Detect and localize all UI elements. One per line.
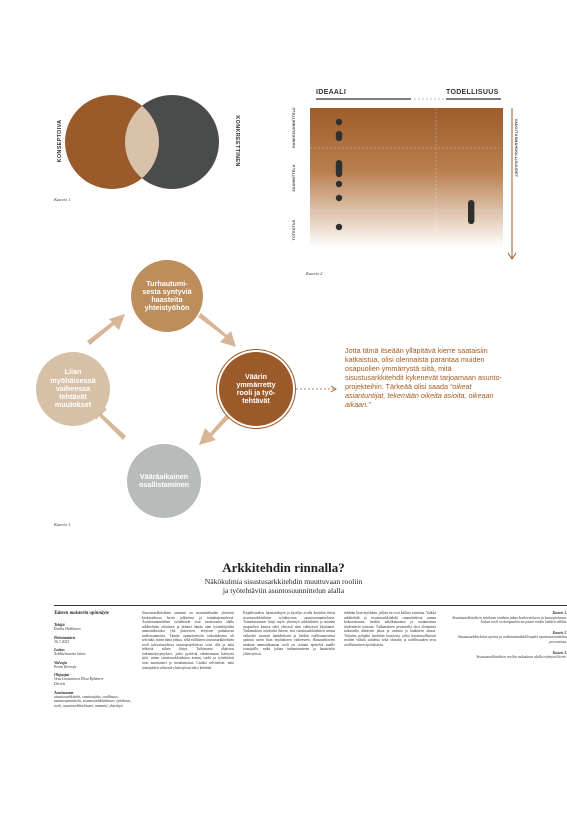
ideal-marker [336,119,342,125]
reality-heading: TODELLISUUS [446,89,499,96]
meta-label: Laitos [54,647,65,653]
body-column-1: Sisustusarkkitehtien ammatti on suunnittelualan yleisessä keskustelussa hyvin julkisessa ja toimittajamielessä. Asuntosuunnittelun työtehtävät ovat moniosaisia alalla arkkitehtien aikuisten ja jääneet tämän alan työntekijöiden ammattikuvaksi yhä pääsevien, erityisen puhuttavaa uudisasunnoista. Tämän opinnäytetyön tarkoituksena oli selvittää, miten tämä johtuu, sekä millainen sisustusarkkitehtien rooli tulevaisuudessa asuntoprojekteissa voisi olla ja mitä tehtäviä siihen liittyy. Tutkimusta ohjasivat tutkimuskysymykset, jotka pyrkivät rakentamaan käsitystä siitä, miten sisustusarkkitehtien asema, roolit ja työtehtävät ovat muuttuneet ja muuttumassa. Lisäksi selvitettiin, mitä toimijoiden välisessä yhteistyössä tulisi kehittää. [142,611,234,670]
arrow-top-right [198,313,236,347]
cycle-node-left-label: Liian myöhäisessä vaiheessa tehtävät muutokset [50,367,96,410]
subtitle-line-2: ja työtehtäviin asuntosuunnittelun alalla [222,586,345,595]
figure-2 [292,86,526,266]
subtitle-line-1: Näkökulmia sisustusarkkitehdin muuttuvaan rooliin [204,577,363,586]
meta-label: Avainsanat [54,689,74,695]
cycle-node-right-label: Väärin ymmärretty rooli ja työ-tehtävät [236,371,276,406]
meta-label: Tekijä [54,622,65,627]
ideal-heading: IDEAALI [316,89,347,96]
note-item [447,631,567,645]
figure-1-caption: Kaavio 1 [54,197,71,202]
cycle-explanation [345,346,505,409]
cycle-node-bottom [127,444,201,518]
phase-label-2: SUUNNITTELU [292,164,296,192]
note-label: Kaavio 3. [552,650,567,655]
axis-label: VAIKUTUSMAHDOLLISUUDET [514,118,518,178]
meta-column [54,611,132,708]
ideal-marker [336,181,342,187]
cycle-explanation-quote: “oikeat asiantuntijat, tekemään oikeita asioita, oikeaan aikaan.” [345,382,494,409]
cycle-node-right [219,352,293,426]
cycle-explanation-main: Jotta tämä itseään ylläpitävä kierre saataisiin katkaistua, olisi olennaista parantaa muiden osapuolien ymmärrystä siitä, mitä sisustusarkkitehdit kykenevät tarjoamaan asunto-projekteihin. Tärkeää olisi saada [345,346,503,391]
meta-field [54,690,132,709]
note-item [447,651,567,660]
meta-value: Emilia Heikkinen [54,627,81,631]
figure-1 [50,86,240,206]
ideal-marker [336,131,342,141]
ideal-marker [336,160,342,177]
meta-value: Pentti Kareoja [54,664,77,669]
meta-heading: Taiteen maisterin opinnäyte [54,611,109,616]
cycle-node-bottom-label: Vääräaikainen osallistaminen [139,471,189,489]
reality-marker [468,200,474,224]
meta-value: Arkkitehtuurin laitos [54,652,86,657]
body-column-3: tehdään liian myöhään, jolloin ne ovat kalliita toteuttaa. Vaikka arkkitehdit ja sisustusarkkitehdit suunnittelevat samaa kokonaisuutta, heidän näkökulmansa ja osaamisensa täydentävät toisiaan. Tutkimuksen perusteella olisi olennaista tarkastella tehtävien jakoa ja vastuita jo hankkeen alussa. Tulosten pohjalta laadittiin kaavioita, jotka havainnollistavat roolien välistä suhdetta sekä ideaalin ja todellisuuden eroa osallistumisen ajoituksessa. [344,611,436,647]
cycle-node-left [36,352,110,426]
note-text: Sisustusarkkitehtien työnkuva voidaan jakaa konkreettiseen ja konseptoivaan. Joskus rooli on kumpaakin tai jotain niiden kahden väliltä. [452,615,567,625]
figure-2-caption: Kaavio 2 [306,271,323,276]
timeline-graphic [296,86,526,266]
body-column-2: Kirjallisuuden, haastattelujen ja kyselyn avulla kerättiin tietoa sisustusarkkitehtien työnkuvasta asuntosuunnittelussa. Toimeksiantoon liittyi myös yhteistyö arkkitehtien ja muiden osapuolien kanssa sekä yleisesti alan vallitsevat käytännöt. Tutkimuksen tuloksista ilmeni, että sisustusarkkitehtien asema vaihtelee suuresti hankkeittain ja heidän osallistumisensa ajoittuu usein liian myöhäiseen vaiheeseen. Haastateltavien mukaan ammattikunnan rooli on osittain epäselvä muille toimijoille, mikä johtaa turhautumiseen ja haasteisiin yhteistyössä. [243,611,335,656]
meta-field [54,635,132,645]
note-text: Sisustusarkkitehtien rooliin vaikuttava alalla esiintyvä kierre. [476,655,567,660]
meta-field [54,672,132,686]
meta-label: Päivämäärä [54,634,75,640]
note-text: Sisustusarkkitehtien ajoitus ja vaikutusmahdollisuudet asuntosuunnittelun prosessissa. [457,635,567,644]
ideal-marker [336,195,342,201]
arrow-left-top [87,314,125,345]
meta-field [54,622,132,632]
meta-field [54,660,132,670]
meta-value: Vesa Luotariinen Elisa Ryhänen-Derrett [54,677,105,686]
phase-label-1: HANKESUUNNITTELU [292,107,296,148]
phase-label-3: TOTEUTUS [292,219,296,241]
article-subtitle [0,577,567,595]
figure-3-caption: Kaavio 3 [54,522,71,527]
meta-label: Ohjaajat [54,672,70,678]
meta-label: Valvoja [54,659,67,665]
meta-value: 30.7.2023 [54,639,70,644]
note-item [447,611,567,625]
figure-notes [447,611,567,660]
header-rule [54,605,567,606]
article-title: Arkkitehdin rinnalla? [222,560,345,575]
meta-value: sisustusarkkitehti, vastuunjako, osallisuus, asuntosuunnittelu, sisustusarkkitehtuuri, työnkuva, rooli, asuntoarkkitehtuuri, ammatti, yhteistyö [54,694,132,708]
venn-left-label: KONSEPTOIVA [57,119,63,163]
venn-diagram [50,86,230,206]
ideal-marker [336,224,342,230]
note-label: Kaavio 2. [552,630,567,635]
meta-field [54,647,132,657]
note-label: Kaavio 1. [552,611,567,615]
venn-right-label: KONKREETTINEN [234,115,240,167]
cycle-node-top [131,260,203,332]
cycle-node-top-label: Turhautumi-sesta syntyviä haasteita yhteistyöhön [142,278,192,313]
